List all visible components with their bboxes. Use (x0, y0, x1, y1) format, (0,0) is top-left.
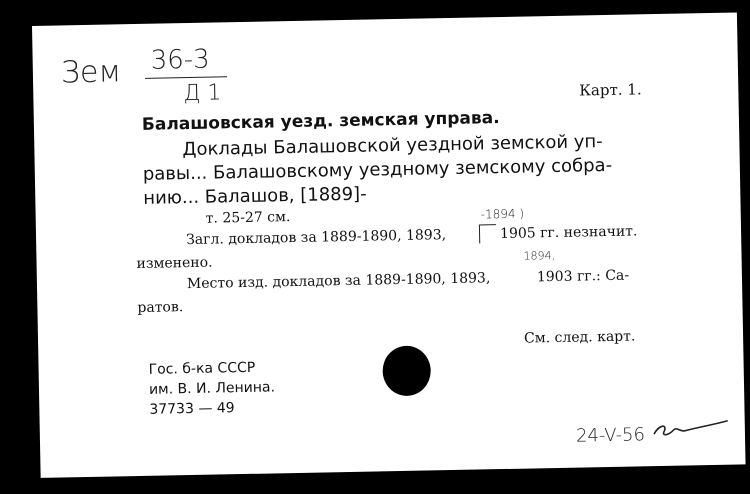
title-line-3: нию... Балашов, [1889]- (143, 183, 367, 209)
note-title-variants-c: изменено. (136, 254, 213, 273)
note-place-c: ратов. (137, 299, 184, 317)
correction-mark-1 (479, 224, 496, 243)
handwritten-date: 24-V-56 (575, 424, 646, 447)
note-place-b: 1903 гг.: Са- (536, 267, 630, 286)
title-line-1: Доклады Балашовской уездной земской уп- (182, 131, 603, 161)
shelfmark-divider (145, 76, 227, 79)
card-number: Карт. 1. (579, 80, 642, 100)
library-line-1: Гос. б-ка СССР (148, 359, 256, 378)
library-line-2: им. В. И. Ленина. (148, 379, 276, 398)
note-place-a: Место изд. докладов за 1889-1890, 1893, (186, 270, 491, 293)
handwritten-shelfmark-top: 36-3 (150, 44, 210, 76)
volumes-size: т. 25-27 см. (205, 209, 291, 227)
see-next-card: См. след. карт. (523, 328, 636, 347)
handwritten-department: Зем (60, 54, 122, 91)
library-line-3: 37733 — 49 (149, 400, 235, 418)
note-title-variants-a: Загл. докладов за 1889-1890, 1893, (185, 227, 447, 249)
main-heading: Балашовская уезд. земская управа. (141, 108, 500, 135)
handwritten-correction-1: -1894 ) (480, 206, 525, 222)
catalog-card (32, 12, 746, 477)
handwritten-shelfmark-bottom: Д 1 (183, 80, 222, 107)
punch-hole (382, 345, 431, 396)
note-title-variants-b: 1905 гг. незначит. (499, 223, 638, 243)
handwritten-initials (652, 417, 732, 443)
title-line-2: равы... Балашовскому уездному земскому собра- (142, 154, 613, 185)
handwritten-correction-2: 1894, (523, 249, 556, 263)
